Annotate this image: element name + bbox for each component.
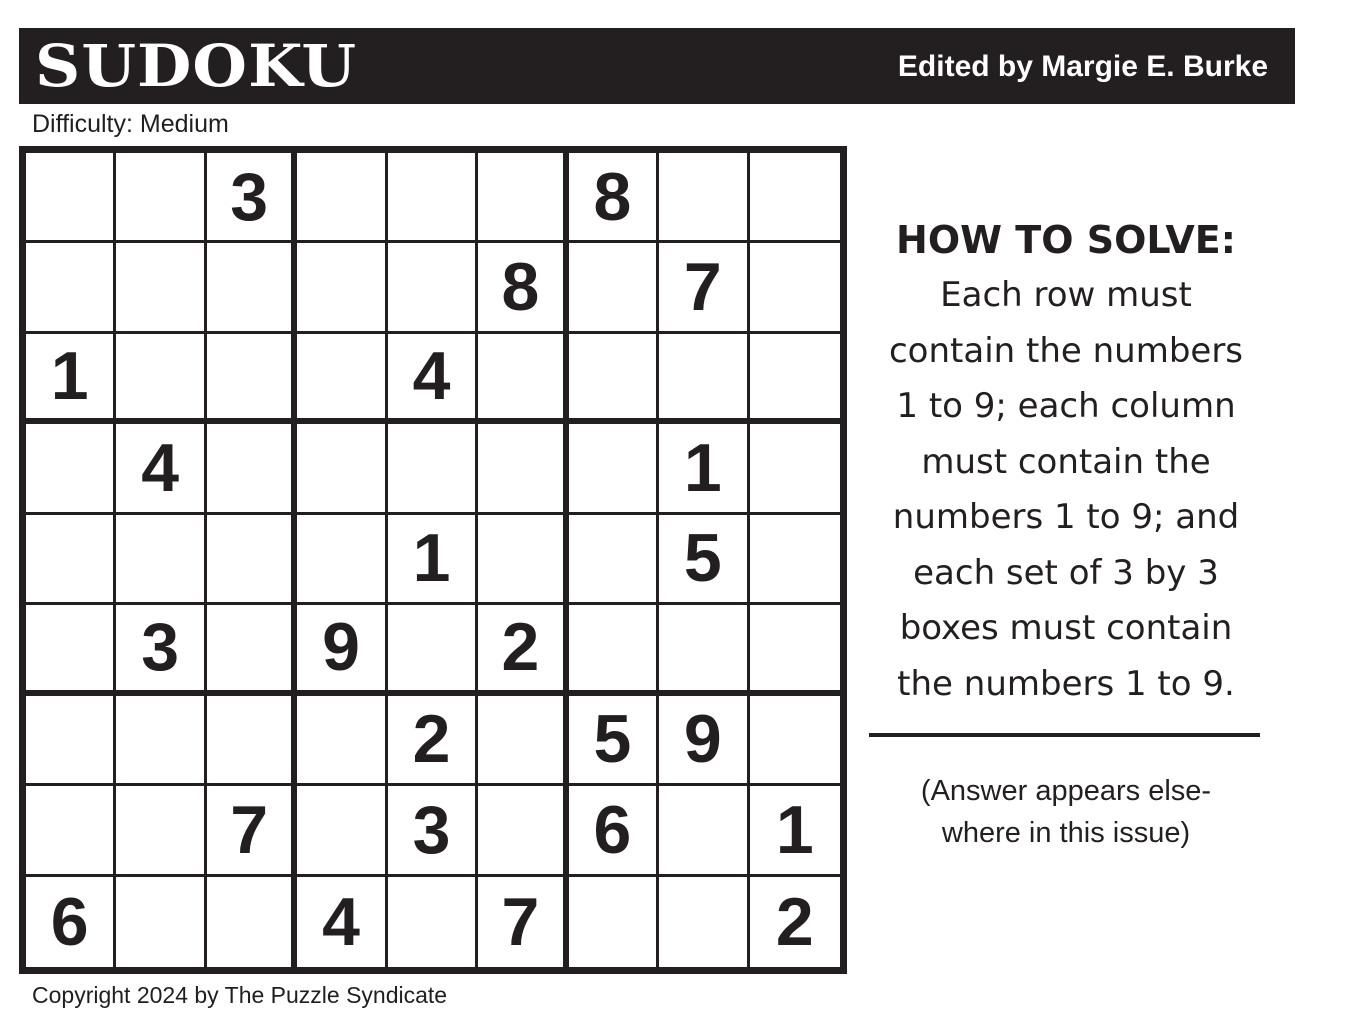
- instruction-line: must contain the: [921, 441, 1211, 482]
- instruction-line: each set of 3 by 3: [913, 552, 1219, 593]
- empty-cell[interactable]: [478, 153, 568, 243]
- empty-cell[interactable]: [297, 334, 387, 424]
- empty-cell[interactable]: [116, 786, 206, 876]
- empty-cell[interactable]: [116, 696, 206, 786]
- empty-cell[interactable]: [207, 243, 297, 333]
- given-number-cell: 7: [478, 877, 568, 967]
- empty-cell[interactable]: [297, 243, 387, 333]
- empty-cell[interactable]: [388, 605, 478, 695]
- empty-cell[interactable]: [297, 515, 387, 605]
- empty-cell[interactable]: [388, 877, 478, 967]
- how-to-solve-title: HOW TO SOLVE:: [896, 218, 1236, 262]
- empty-cell[interactable]: [26, 696, 116, 786]
- empty-cell[interactable]: [388, 424, 478, 514]
- given-number-cell: 6: [26, 877, 116, 967]
- given-number-cell: 9: [659, 696, 749, 786]
- empty-cell[interactable]: [207, 334, 297, 424]
- empty-cell[interactable]: [207, 696, 297, 786]
- given-number-cell: 2: [388, 696, 478, 786]
- empty-cell[interactable]: [116, 877, 206, 967]
- empty-cell[interactable]: [207, 515, 297, 605]
- empty-cell[interactable]: [750, 605, 840, 695]
- empty-cell[interactable]: [26, 786, 116, 876]
- instruction-line: boxes must contain: [899, 608, 1233, 648]
- empty-cell[interactable]: [750, 515, 840, 605]
- empty-cell[interactable]: [26, 243, 116, 333]
- given-number-cell: 4: [116, 424, 206, 514]
- empty-cell[interactable]: [207, 424, 297, 514]
- empty-cell[interactable]: [26, 605, 116, 695]
- instruction-line: Each row must: [940, 275, 1192, 315]
- empty-cell[interactable]: [569, 515, 659, 605]
- instruction-line: contain the numbers: [888, 330, 1244, 371]
- given-number-cell: 2: [478, 605, 568, 695]
- empty-cell[interactable]: [478, 424, 568, 514]
- empty-cell[interactable]: [478, 786, 568, 876]
- instruction-line: 1 to 9; each column: [896, 386, 1236, 426]
- given-number-cell: 3: [116, 605, 206, 695]
- empty-cell[interactable]: [116, 243, 206, 333]
- given-number-cell: 1: [659, 424, 749, 514]
- editor-credit: Edited by Margie E. Burke: [897, 50, 1268, 83]
- answer-note-line: (Answer appears else-: [920, 775, 1212, 807]
- empty-cell[interactable]: [750, 696, 840, 786]
- given-number-cell: 8: [478, 243, 568, 333]
- copyright-notice: Copyright 2024 by The Puzzle Syndicate: [32, 982, 448, 1008]
- empty-cell[interactable]: [478, 696, 568, 786]
- empty-cell[interactable]: [569, 334, 659, 424]
- empty-cell[interactable]: [478, 515, 568, 605]
- header-banner: [19, 28, 1295, 104]
- answer-note-line: where in this issue): [941, 817, 1191, 849]
- empty-cell[interactable]: [659, 877, 749, 967]
- given-number-cell: 6: [569, 786, 659, 876]
- empty-cell[interactable]: [750, 153, 840, 243]
- sudoku-grid: [19, 146, 847, 974]
- empty-cell[interactable]: [388, 243, 478, 333]
- empty-cell[interactable]: [569, 877, 659, 967]
- empty-cell[interactable]: [207, 605, 297, 695]
- empty-cell[interactable]: [116, 153, 206, 243]
- empty-cell[interactable]: [750, 243, 840, 333]
- empty-cell[interactable]: [569, 605, 659, 695]
- given-number-cell: 4: [297, 877, 387, 967]
- empty-cell[interactable]: [659, 153, 749, 243]
- instruction-line: numbers 1 to 9; and: [892, 497, 1240, 537]
- empty-cell[interactable]: [297, 786, 387, 876]
- empty-cell[interactable]: [388, 153, 478, 243]
- empty-cell[interactable]: [26, 424, 116, 514]
- empty-cell[interactable]: [116, 334, 206, 424]
- empty-cell[interactable]: [297, 696, 387, 786]
- empty-cell[interactable]: [297, 424, 387, 514]
- given-number-cell: 2: [775, 883, 814, 960]
- empty-cell[interactable]: [659, 334, 749, 424]
- given-number-cell: 7: [659, 243, 749, 333]
- given-number-cell: 8: [569, 153, 659, 243]
- how-to-solve-panel: [862, 212, 1270, 712]
- given-number-cell: 3: [388, 786, 478, 876]
- given-number-cell: 3: [207, 153, 297, 243]
- empty-cell[interactable]: [569, 424, 659, 514]
- empty-cell[interactable]: [750, 424, 840, 514]
- given-number-cell: 1: [388, 515, 478, 605]
- empty-cell[interactable]: [659, 786, 749, 876]
- empty-cell[interactable]: [297, 153, 387, 243]
- instruction-line: the numbers 1 to 9.: [897, 663, 1235, 704]
- empty-cell[interactable]: [478, 334, 568, 424]
- empty-cell[interactable]: [26, 153, 116, 243]
- difficulty-label: Difficulty: Medium: [32, 110, 229, 138]
- given-number-cell: 7: [207, 786, 297, 876]
- given-number-cell: 4: [388, 334, 478, 424]
- given-number-cell: 5: [659, 515, 749, 605]
- given-number-cell: 1: [750, 786, 840, 876]
- empty-cell[interactable]: [116, 515, 206, 605]
- empty-cell[interactable]: [750, 334, 840, 424]
- given-number-cell: 9: [297, 605, 387, 695]
- given-number-cell: 1: [26, 334, 116, 424]
- empty-cell[interactable]: [26, 515, 116, 605]
- empty-cell[interactable]: [659, 605, 749, 695]
- sudoku-logo: SUDOKU: [35, 32, 358, 100]
- given-number-cell: 5: [569, 696, 659, 786]
- empty-cell[interactable]: [569, 243, 659, 333]
- divider-rule: [869, 733, 1260, 737]
- empty-cell[interactable]: [207, 877, 297, 967]
- answer-note: [862, 770, 1270, 854]
